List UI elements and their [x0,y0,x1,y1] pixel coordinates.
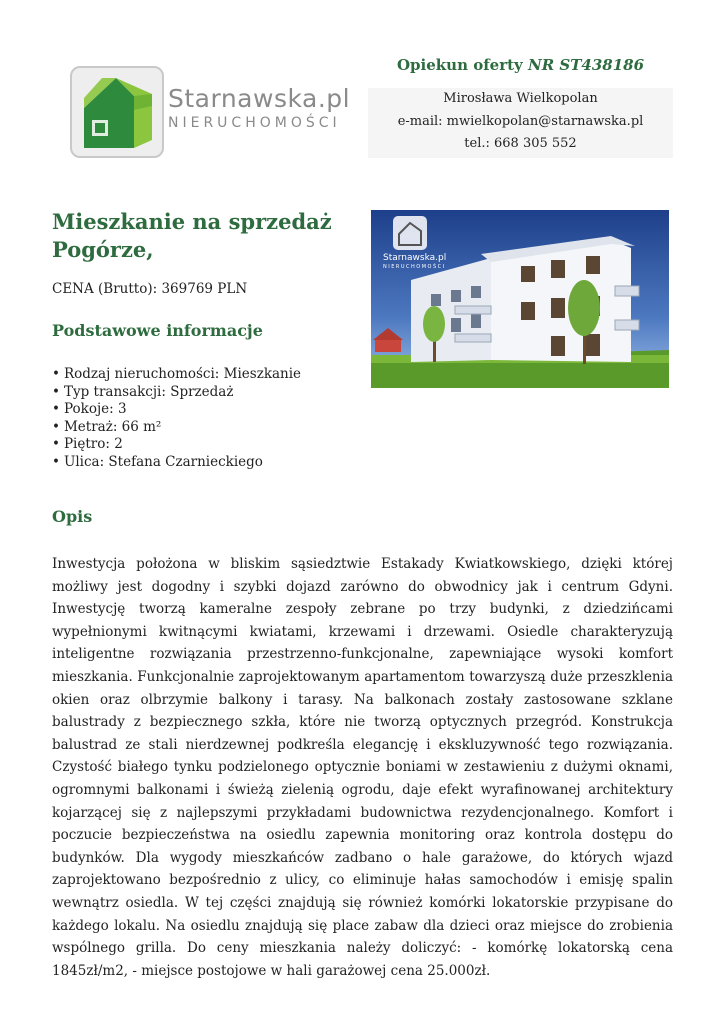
description-text: Inwestycja położona w bliskim sąsiedztwie Estakady Kwiatkowskiego, dzięki której możliwy jest dogodny i szybki dojazd zarówno do obwodnicy jak i centrum Gdyni. Inwestycję tworzą kameralne zespoły zebrane po trzy budynki, z dziedzińcami wypełnionymi kwitnącymi kwiatami, krzewami i drzewami. Osiedle charakteryzują inteligentne rozwiązania przestrzenno-funkcjonalne, zapewniające wysoki komfort mieszkania. Funkcjonalnie zaprojektowanym apartamentom towarzyszą duże przeszklenia okien oraz olbrzymie balkony i tarasy. Na balkonach zostały zastosowane szklane balustrady z bezpiecznego szkła, które nie tworzą optycznych przegród. Konstrukcja balustrad ze stali nierdzewnej podkreśla elegancję i ekskluzywność tego rozwiązania. Czystość białego tynku podzielonego optycznie boniami w zestawieniu z dużymi oknami, ogromnymi balkonami i świeżą zielenią ogrodu, daje efekt wyrafinowanej architektury kojarzącej się z najlepszymi przykładami budownictwa rezydencjonalnego. Komfort i poczucie bezpieczeństwa na osiedlu zapewnia monitoring oraz kontrola dostępu do budynków. Dla wygody mieszkańców zadbano o hale garażowe, do których wjazd zaprojektowano bezpośrednio z ulicy, co eliminuje hałas samochodów i emisję spalin wewnątrz osiedla. W tej części znajdują się również komórki lokatorskie przypisane do każdego lokalu. Na osiedlu znajdują się place zabaw dla dzieci oraz miejsce do zrobienia wspólnego grilla. Do ceny mieszkania należy doliczyć: - komórkę lokatorską cena 1845zł/m2, - miejsce postojowe w hali garażowej cena 25.000zł. [52,556,673,979]
caretaker-phone[interactable]: tel.: 668 305 552 [464,136,577,151]
watermark-subtitle: NIERUCHOMOŚCI [383,264,446,270]
detail-rooms: • Pokoje: 3 [52,401,301,419]
contact-box [368,88,673,158]
watermark-name: Starnawska.pl [383,253,447,263]
detail-area: • Metraż: 66 m² [52,419,301,437]
detail-floor: • Piętro: 2 [52,436,301,454]
offer-number: NR ST438186 [528,56,645,74]
caretaker-email[interactable]: e-mail: mwielkopolan@starnawska.pl [397,113,644,129]
company-logo [70,66,351,162]
property-photo [371,210,669,388]
detail-street: • Ulica: Stefana Czarnieckiego [52,454,301,472]
logo-name: Starnawska.pl [168,84,351,113]
description-heading: Opis [52,507,93,526]
basic-info-list [52,366,301,472]
caretaker-heading [368,56,673,74]
listing-title: Mieszkanie na sprzedaż Pogórze, [52,209,332,262]
basic-info-heading: Podstawowe informacje [52,321,263,340]
logo-house-icon [70,66,164,158]
caretaker-name: Mirosława Wielkopolan [443,91,598,106]
detail-transaction-type: • Typ transakcji: Sprzedaż [52,384,301,402]
listing-price: CENA (Brutto): 369769 PLN [52,281,248,297]
logo-subtitle: NIERUCHOMOŚCI [168,115,341,131]
caretaker-title-prefix: Opiekun oferty [396,56,523,74]
detail-property-type: • Rodzaj nieruchomości: Mieszkanie [52,366,301,384]
